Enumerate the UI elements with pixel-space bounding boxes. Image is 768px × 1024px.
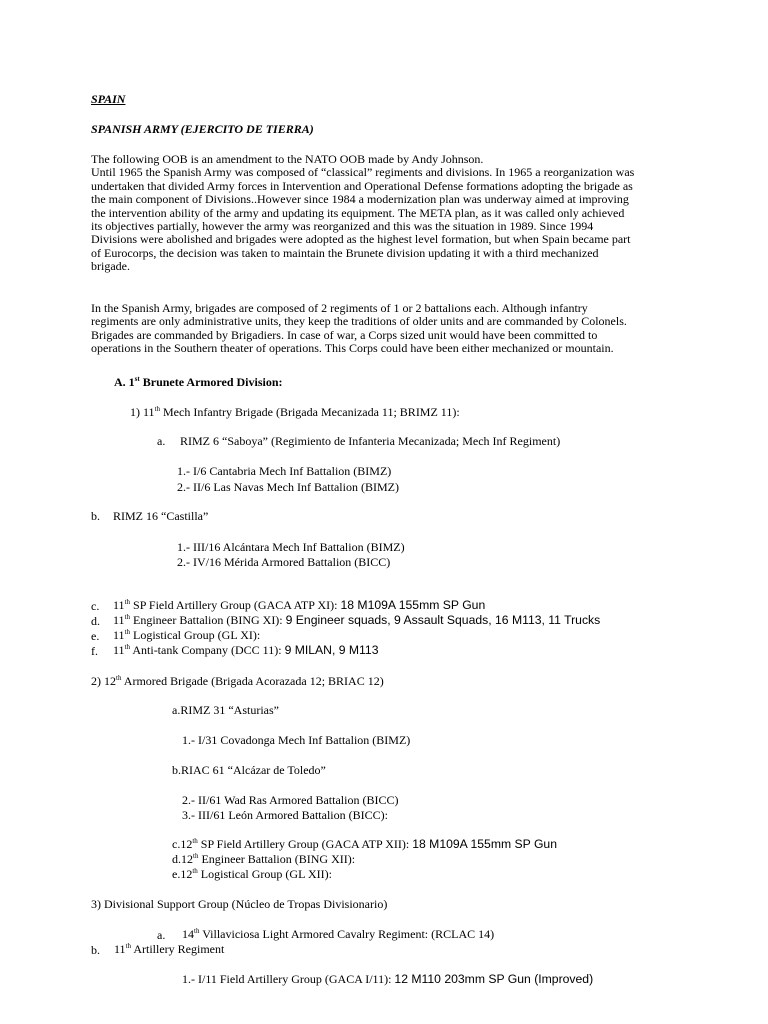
- brigade-paragraph: [91, 302, 691, 356]
- list-letter: a.: [157, 434, 166, 448]
- division-heading: A. 1st Brunete Armored Division:: [114, 375, 283, 389]
- battalion-item: 2.- II/6 Las Navas Mech Inf Battalion (BIMZ): [177, 480, 399, 494]
- intro-line: undertaken that divided Army forces in Intervention and Operational Defense formations adopting the brigade as: [91, 178, 633, 193]
- battalion-item: 1.- I/6 Cantabria Mech Inf Battalion (BIMZ): [177, 464, 392, 478]
- intro-paragraph: [91, 153, 691, 274]
- list-letter: e.: [91, 629, 100, 643]
- list-letter: b.: [91, 509, 100, 523]
- unit-item: 11th SP Field Artillery Group (GACA ATP XI): 18 M109A 155mm SP Gun: [113, 598, 486, 612]
- para-line: Brigades are commanded by Brigadiers. In case of war, a Corps sized unit would have been committed to: [91, 327, 598, 342]
- unit-item: c.12th SP Field Artillery Group (GACA ATP XII): 18 M109A 155mm SP Gun: [172, 837, 557, 851]
- intro-line: Divisions were abolished and brigades were adopted as the highest level formation, but when Spain became part: [91, 232, 631, 247]
- regiment-item: RIMZ 16 “Castilla”: [113, 509, 209, 523]
- list-letter: d.: [91, 614, 100, 628]
- unit-item: 14th Villaviciosa Light Armored Cavalry Regiment: (RCLAC 14): [182, 927, 495, 941]
- unit-item: 11th Engineer Battalion (BING XI): 9 Engineer squads, 9 Assault Squads, 16 M113, 11 Trucks: [113, 613, 601, 627]
- unit-item: 11th Artillery Regiment: [114, 942, 225, 956]
- intro-line: the intervention ability of the army and updating its equipment. The META plan, as it was called only achieved: [91, 205, 625, 220]
- unit-item: d.12th Engineer Battalion (BING XII):: [172, 852, 356, 866]
- list-letter: a.: [157, 928, 166, 942]
- regiment-item: a.RIMZ 31 “Asturias”: [172, 703, 279, 717]
- battalion-item: 1.- I/31 Covadonga Mech Inf Battalion (BIMZ): [182, 733, 411, 747]
- intro-line: The following OOB is an amendment to the NATO OOB made by Andy Johnson.: [91, 152, 484, 166]
- battalion-item: 1.- I/11 Field Artillery Group (GACA I/11): 12 M110 203mm SP Gun (Improved): [182, 972, 594, 986]
- unit-item: e.12th Logistical Group (GL XII):: [172, 867, 332, 881]
- brigade-2-heading: 2) 12th Armored Brigade (Brigada Acorazada 12; BRIAC 12): [91, 674, 384, 688]
- intro-line: Until 1965 the Spanish Army was composed of “classical” regiments and divisions. In 1965 a reorganization was: [91, 165, 635, 180]
- battalion-item: 2.- II/61 Wad Ras Armored Battalion (BICC): [182, 793, 399, 807]
- para-line: regiments are only administrative units, they keep the traditions of older units and are commanded by Colonels.: [91, 314, 627, 329]
- intro-line: the main component of Divisions..However since 1984 a modernization plan was underway aimed at improving: [91, 192, 629, 207]
- para-line: operations in the Southern theater of operations. This Corps could have been either mechanized or mountain.: [91, 341, 614, 356]
- para-line: In the Spanish Army, brigades are composed of 2 regiments of 1 or 2 battalions each. Although infantry: [91, 301, 588, 315]
- intro-line: of Eurocorps, the decision was taken to maintain the Brunete division updating it with a third mechanized: [91, 245, 599, 260]
- brigade-1-heading: 1) 11th Mech Infantry Brigade (Brigada Mecanizada 11; BRIMZ 11):: [130, 405, 460, 419]
- regiment-item: b.RIAC 61 “Alcázar de Toledo”: [172, 763, 326, 777]
- unit-item: 11th Logistical Group (GL XI):: [113, 628, 261, 642]
- regiment-item: RIMZ 6 “Saboya” (Regimiento de Infanteria Mecanizada; Mech Inf Regiment): [180, 434, 561, 448]
- document-subtitle: SPANISH ARMY (EJERCITO DE TIERRA): [91, 122, 314, 136]
- battalion-item: 2.- IV/16 Mérida Armored Battalion (BICC): [177, 555, 391, 569]
- list-letter: f.: [91, 644, 98, 658]
- document-title: SPAIN: [91, 92, 126, 106]
- list-letter: c.: [91, 599, 100, 613]
- list-letter: b.: [91, 943, 100, 957]
- battalion-item: 3.- III/61 León Armored Battalion (BICC):: [182, 808, 388, 822]
- intro-line: its objectives partially, however the army was reorganized and this was the situation in 1989. Since 1994: [91, 219, 594, 234]
- battalion-item: 1.- III/16 Alcántara Mech Inf Battalion (BIMZ): [177, 540, 405, 554]
- intro-line: brigade.: [91, 259, 130, 274]
- support-group-heading: 3) Divisional Support Group (Núcleo de Tropas Divisionario): [91, 897, 388, 911]
- unit-item: 11th Anti-tank Company (DCC 11): 9 MILAN, 9 M113: [113, 643, 379, 657]
